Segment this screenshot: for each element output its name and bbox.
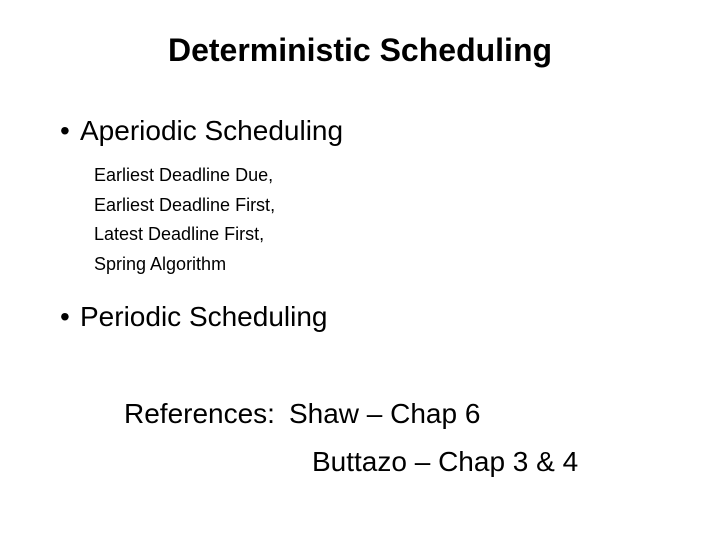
list-item: Earliest Deadline Due, — [94, 165, 274, 185]
bullet-heading: Aperiodic Scheduling — [80, 115, 344, 146]
bullet-dot-icon: • — [60, 301, 70, 332]
bullet-heading: Periodic Scheduling — [80, 301, 328, 332]
bullet-dot-icon: • — [60, 115, 70, 146]
reference-entry: Shaw – Chap 6 — [288, 398, 481, 429]
reference-entry: Buttazo – Chap 3 & 4 — [312, 446, 579, 477]
bullet-periodic-scheduling — [60, 300, 328, 334]
list-item: Earliest Deadline First, — [94, 194, 276, 215]
references-line-2 — [312, 445, 578, 479]
bullet-aperiodic-scheduling — [60, 114, 343, 148]
references-line-1 — [124, 397, 480, 431]
list-item: Spring Algorithm — [94, 253, 227, 274]
aperiodic-algorithm-list — [94, 161, 275, 279]
slide-title: Deterministic Scheduling — [167, 32, 553, 68]
list-item: Latest Deadline First, — [94, 224, 265, 244]
references-label: References: — [124, 398, 275, 429]
